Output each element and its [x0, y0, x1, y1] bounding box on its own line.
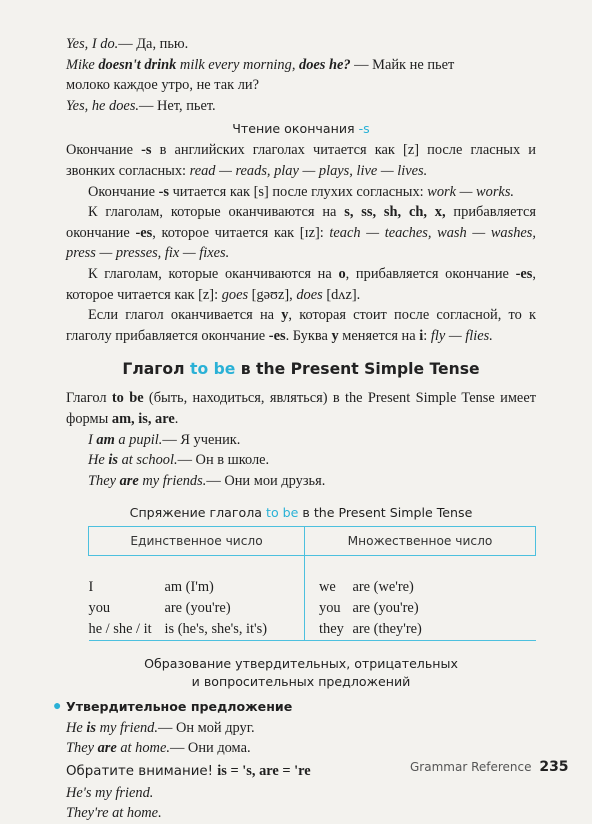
reading-paragraph-1: Окончание -s в английских глаголах читается как [z] после гласных и звонких согласных: read — reads, play — plays, live — lives. [66, 142, 536, 179]
tobe-example-3: They are my friends.— Они мои друзья. [88, 472, 326, 489]
reading-paragraph-4: К глаголам, которые оканчиваются на o, прибавляется окончание -es, которое читается как [z]: goes [gəʊz], does [dʌz]. [66, 265, 536, 303]
tobe-paragraph: Глагол to be (быть, находиться, являться) в the Present Simple Tense имеет формы am, is, are. [66, 390, 536, 427]
dialog-line-3: молоко каждое утро, не так ли? [66, 77, 259, 94]
table-row [89, 598, 536, 619]
form-plural: are (you're) [352, 600, 419, 617]
page-number: 235 [539, 759, 569, 775]
form-plural: are (we're) [352, 579, 414, 596]
formation-example-1: He is my friend.— Он мой друг. [66, 719, 255, 736]
reading-paragraph-3: К глаголам, которые оканчиваются на s, ss, sh, ch, x, прибавляется окончание -es, которое читается как [ɪz]: teach — teaches, wash — washes, press — presses, fix — fixes. [66, 204, 536, 262]
tobe-example-1: I am a pupil.— Я ученик. [88, 431, 241, 448]
tobe-example-2: He is at school.— Он в школе. [88, 452, 270, 469]
footer-label: Grammar Reference [410, 760, 532, 774]
table-row [89, 577, 536, 598]
pronoun-plural: you [305, 598, 353, 619]
table-header-row [89, 527, 536, 556]
form-singular: are (you're) [164, 600, 231, 617]
tobe-heading: Глагол to be в the Present Simple Tense [122, 360, 480, 379]
table-row [89, 619, 536, 641]
page-footer [410, 759, 569, 775]
conjugation-table [88, 526, 536, 641]
formation-example-2: They are at home.— Они дома. [66, 740, 251, 757]
affirmative-bullet: ● Утвердительное предложение [66, 697, 536, 718]
dialog-line-2: Mike doesn't drink milk every morning, does he? — Майк не пьет [66, 56, 455, 73]
reading-paragraph-5: Если глагол оканчивается на y, которая стоит после согласной, то к глаголу прибавляется окончание -es. Буква y меняется на i: fly — flies. [66, 307, 536, 344]
pronoun-singular: I [88, 579, 94, 596]
reading-heading: Чтение окончания -s [232, 121, 370, 137]
pronoun-plural: we [305, 577, 353, 598]
form-singular: am (I'm) [164, 579, 214, 596]
formation-heading: Образование утвердительных, отрицательных и вопросительных предложений [144, 656, 458, 690]
pronoun-plural: they [305, 619, 353, 641]
dialog-line-4: Yes, he does.— Нет, пьет. [66, 97, 216, 114]
conjugation-heading: Спряжение глагола to be в the Present Simple Tense [129, 505, 473, 521]
header-plural: Множественное число [305, 527, 536, 556]
header-singular: Единственное число [89, 527, 305, 556]
formation-note: Обратите внимание! is = 's, are = 're [66, 763, 311, 780]
formation-example-3: He's my friend. [66, 784, 154, 801]
pronoun-singular: he / she / it [89, 619, 165, 641]
form-singular: is (he's, she's, it's) [165, 619, 305, 641]
bullet-icon: ● [53, 699, 62, 715]
dialog-line-1: Yes, I do.— Да, пью. [66, 36, 189, 52]
form-plural: are (they're) [353, 619, 536, 641]
pronoun-singular: you [88, 600, 111, 617]
page-content [53, 34, 536, 824]
reading-paragraph-2: Окончание -s читается как [s] после глухих согласных: work — works. [88, 183, 515, 200]
formation-example-4: They're at home. [66, 805, 162, 822]
